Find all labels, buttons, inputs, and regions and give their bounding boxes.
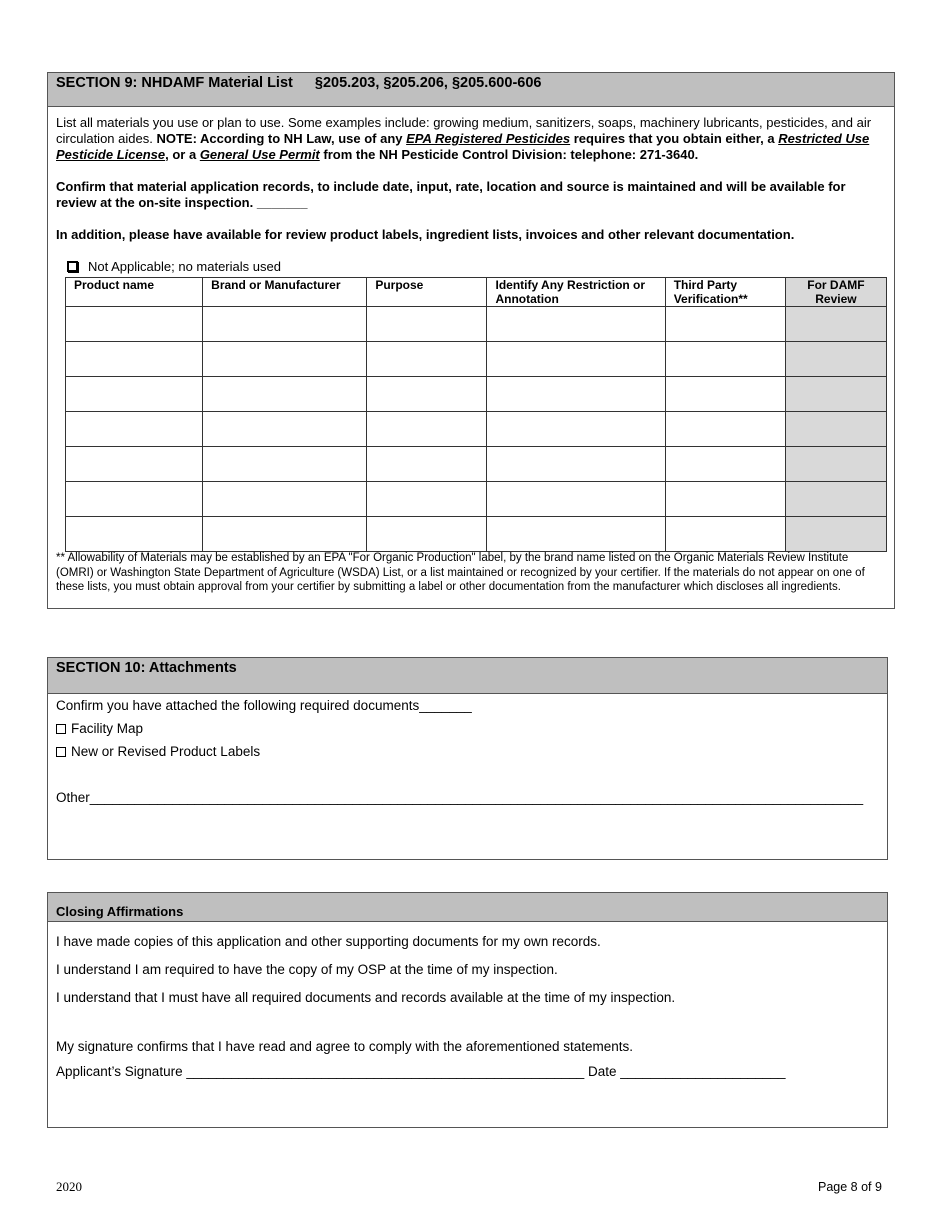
other-attachments-field[interactable]: Other_______________________________________________________________________________________________________ bbox=[56, 790, 864, 805]
table-cell[interactable] bbox=[665, 307, 785, 342]
materials-table bbox=[65, 277, 887, 552]
signature-date-line[interactable]: Applicant’s Signature _____________________________________________________ Date ______________________ bbox=[56, 1064, 786, 1079]
affirmation-copies: I have made copies of this application and other supporting documents for my own records. bbox=[56, 934, 601, 949]
closing-header bbox=[48, 893, 887, 922]
col-damf-review: For DAMF Review bbox=[785, 278, 886, 307]
note-or: , or a bbox=[165, 147, 200, 162]
table-row bbox=[66, 342, 887, 377]
table-cell[interactable] bbox=[487, 517, 665, 552]
affirmation-documents: I understand that I must have all required documents and records available at the time of my inspection. bbox=[56, 990, 676, 1005]
table-cell[interactable] bbox=[665, 412, 785, 447]
col-restriction: Identify Any Restriction or Annotation bbox=[487, 278, 665, 307]
closing-affirmations bbox=[47, 892, 888, 1128]
confirm-records-text: Confirm that material application records, to include date, input, rate, location and source is maintained and will be available for review at the on-site inspection. _______ bbox=[56, 179, 846, 210]
section-9-intro bbox=[56, 115, 886, 163]
table-cell[interactable] bbox=[66, 447, 203, 482]
section-9-regulation-refs: §205.203, §205.206, §205.600-606 bbox=[314, 75, 542, 91]
table-cell[interactable] bbox=[66, 412, 203, 447]
section-9-title: SECTION 9: NHDAMF Material List bbox=[56, 75, 293, 91]
table-row bbox=[66, 307, 887, 342]
table-cell[interactable] bbox=[487, 377, 665, 412]
table-cell[interactable] bbox=[367, 517, 487, 552]
attachments-confirm-text: Confirm you have attached the following required documents_______ bbox=[56, 698, 472, 713]
facility-map-checkbox[interactable] bbox=[56, 724, 66, 734]
table-row bbox=[66, 447, 887, 482]
table-cell[interactable] bbox=[203, 307, 367, 342]
intro-text: List all materials you use or plan to use. Some examples include: growing medium, sanitizers, soaps, machinery lubricants, pesticides, and air circulation aides. bbox=[56, 115, 872, 146]
section-9-material-list bbox=[47, 72, 895, 609]
table-cell[interactable] bbox=[367, 412, 487, 447]
table-cell[interactable] bbox=[367, 447, 487, 482]
product-labels-label: New or Revised Product Labels bbox=[71, 744, 261, 759]
section-10-header bbox=[48, 658, 887, 694]
footer-year: 2020 bbox=[56, 1179, 82, 1194]
table-cell[interactable] bbox=[203, 412, 367, 447]
table-cell[interactable] bbox=[487, 342, 665, 377]
table-cell-damf bbox=[785, 342, 886, 377]
note-tail: from the NH Pesticide Control Division: telephone: 271-3640. bbox=[319, 147, 699, 162]
table-row bbox=[66, 377, 887, 412]
table-cell[interactable] bbox=[367, 307, 487, 342]
table-row bbox=[66, 517, 887, 552]
not-applicable-label: Not Applicable; no materials used bbox=[88, 259, 281, 274]
facility-map-row bbox=[56, 721, 143, 736]
table-cell[interactable] bbox=[203, 517, 367, 552]
product-labels-checkbox[interactable] bbox=[56, 747, 66, 757]
facility-map-label: Facility Map bbox=[71, 721, 144, 736]
table-row bbox=[66, 482, 887, 517]
table-cell-damf bbox=[785, 377, 886, 412]
epa-registered-pesticides: EPA Registered Pesticides bbox=[406, 131, 571, 146]
table-cell[interactable] bbox=[367, 377, 487, 412]
note-mid: requires that you obtain either, a bbox=[570, 131, 779, 146]
affirmation-osp: I understand I am required to have the copy of my OSP at the time of my inspection. bbox=[56, 962, 558, 977]
table-cell[interactable] bbox=[487, 307, 665, 342]
affirmation-signature-statement: My signature confirms that I have read and agree to comply with the aforementioned statements. bbox=[56, 1039, 634, 1054]
table-cell[interactable] bbox=[66, 517, 203, 552]
table-cell[interactable] bbox=[487, 412, 665, 447]
table-cell[interactable] bbox=[203, 482, 367, 517]
table-cell[interactable] bbox=[487, 447, 665, 482]
closing-title: Closing Affirmations bbox=[56, 904, 184, 919]
not-applicable-checkbox[interactable] bbox=[67, 261, 78, 272]
footer-page-number: Page 8 of 9 bbox=[818, 1180, 882, 1194]
table-cell[interactable] bbox=[66, 307, 203, 342]
table-cell-damf bbox=[785, 307, 886, 342]
section-9-header bbox=[48, 73, 894, 107]
table-cell[interactable] bbox=[665, 377, 785, 412]
general-use-permit: General Use Permit bbox=[199, 147, 320, 162]
table-row bbox=[66, 412, 887, 447]
note-lead: NOTE: According to NH Law, use of any bbox=[156, 131, 407, 146]
col-product-name: Product name bbox=[66, 278, 203, 307]
table-cell-damf bbox=[785, 447, 886, 482]
section-10-attachments bbox=[47, 657, 888, 860]
table-cell[interactable] bbox=[665, 482, 785, 517]
table-cell[interactable] bbox=[66, 342, 203, 377]
table-cell[interactable] bbox=[367, 482, 487, 517]
table-cell[interactable] bbox=[66, 377, 203, 412]
restricted-use-pesticide-license: Restricted Use Pesticide License bbox=[56, 131, 870, 162]
section-10-title: SECTION 10: Attachments bbox=[56, 660, 237, 676]
allowability-footnote: ** Allowability of Materials may be established by an EPA "For Organic Production" label, by the brand name listed on the Organic Materials Review Institute (OMRI) or Washington State Department of Agriculture (WSDA) List, or a list maintained or recognized by your certifier. If the materials do not appear on one of these lists, you must obtain approval from your certifier by submitting a label or other documentation from the manufacturer which discloses all ingredients. bbox=[56, 552, 865, 593]
not-applicable-row bbox=[67, 259, 886, 275]
table-cell-damf bbox=[785, 482, 886, 517]
table-cell[interactable] bbox=[367, 342, 487, 377]
table-cell[interactable] bbox=[487, 482, 665, 517]
table-cell[interactable] bbox=[66, 482, 203, 517]
in-addition-text: In addition, please have available for review product labels, ingredient lists, invoices and other relevant documentation. bbox=[56, 227, 795, 242]
col-third-party: Third Party Verification** bbox=[665, 278, 785, 307]
table-cell-damf bbox=[785, 412, 886, 447]
table-cell[interactable] bbox=[203, 447, 367, 482]
col-purpose: Purpose bbox=[367, 278, 487, 307]
col-brand: Brand or Manufacturer bbox=[203, 278, 367, 307]
table-cell[interactable] bbox=[665, 342, 785, 377]
product-labels-row bbox=[56, 744, 260, 759]
table-cell-damf bbox=[785, 517, 886, 552]
table-cell[interactable] bbox=[665, 517, 785, 552]
table-cell[interactable] bbox=[665, 447, 785, 482]
table-cell[interactable] bbox=[203, 377, 367, 412]
materials-table-header bbox=[66, 278, 887, 307]
table-cell[interactable] bbox=[203, 342, 367, 377]
